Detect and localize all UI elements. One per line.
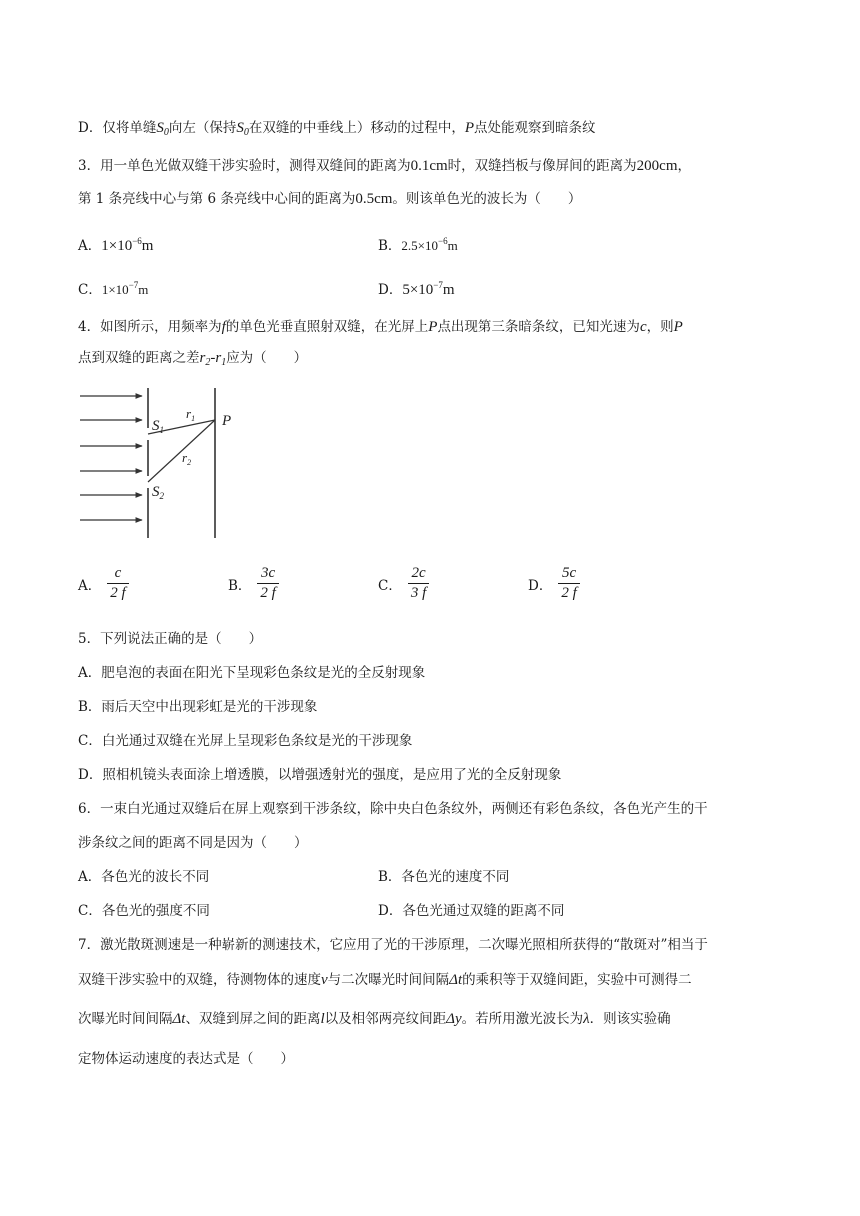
q7-stem-line-2: 双缝干涉实验中的双缝，待测物体的速度v与二次曝光时间间隔Δt的乘积等于双缝间距，实验中可测得二 bbox=[78, 972, 692, 988]
q7-stem-line-4: 定物体运动速度的表达式是（ ） bbox=[78, 1051, 294, 1067]
q2-optd-text-2: 向左（保持 bbox=[168, 120, 237, 136]
q5-stem: 5．下列说法正确的是（ ） bbox=[78, 631, 263, 647]
label-s2: $S_2$ bbox=[152, 484, 164, 501]
q3-stem-line-2: 第 1 条亮线中心与第 6 条亮线中心间的距离为0.5cm。则该单色光的波长为（ ） bbox=[78, 191, 582, 207]
q7-stem-line-1: 7．激光散斑测速是一种崭新的测速技术，它应用了光的干涉原理，二次曝光照相所获得的“散斑对”相当于 bbox=[78, 937, 708, 953]
q2-optd-text-1: D．仅将单缝 bbox=[78, 120, 157, 136]
q3-screen-distance: 200cm bbox=[636, 158, 678, 174]
q3-slit-distance: 0.1cm bbox=[410, 158, 448, 174]
q3-option-d: D．$5\times 10^{-7}m$ bbox=[378, 280, 455, 298]
q5-option-c: C．白光通过双缝在光屏上呈现彩色条纹是光的干涉现象 bbox=[78, 733, 413, 749]
q4-stem-line-1: 4．如图所示，用频率为f的单色光垂直照射双缝，在光屏上P点出现第三条暗条纹，已知光速为c，则P bbox=[78, 319, 683, 335]
q5-option-d: D．照相机镜头表面涂上增透膜，以增强透射光的强度，是应用了光的全反射现象 bbox=[78, 767, 562, 783]
q3-stem-line-1: 3．用一单色光做双缝干涉实验时，测得双缝间的距离为0.1cm时，双缝挡板与像屏间的距离为200cm， bbox=[78, 158, 691, 174]
q2-optd-text-3: 在双缝的中垂线上）移动的过程中， bbox=[248, 120, 465, 136]
label-r2: $r_2$ bbox=[182, 450, 192, 467]
q4-option-c: C． $\frac{2c}{3 f}$ bbox=[378, 565, 429, 602]
symbol-s0: $S_0$ bbox=[156, 120, 169, 138]
label-r1: $r_1$ bbox=[186, 406, 196, 423]
q3-option-c: C．$1\times 10^{-7}m$ bbox=[78, 280, 149, 298]
q3-fringe-distance: 0.5cm bbox=[355, 191, 393, 207]
symbol-p: P bbox=[464, 120, 474, 136]
q2-option-d bbox=[78, 118, 596, 143]
q6-option-a: A．各色光的波长不同 bbox=[78, 869, 210, 885]
double-slit-diagram bbox=[78, 388, 258, 540]
q4-option-b: B． $\frac{3c}{2 f}$ bbox=[228, 565, 279, 602]
label-s1: $S_1$ bbox=[152, 418, 164, 435]
q6-option-d: D．各色光通过双缝的距离不同 bbox=[378, 903, 565, 919]
q5-option-b: B．雨后天空中出现彩虹是光的干涉现象 bbox=[78, 699, 318, 715]
incident-light-arrows bbox=[80, 396, 142, 520]
q6-option-b: B．各色光的速度不同 bbox=[378, 869, 510, 885]
q6-option-c: C．各色光的强度不同 bbox=[78, 903, 210, 919]
q7-stem-line-3: 次曝光时间间隔Δt、双缝到屏之间的距离l以及相邻两亮纹间距Δy。若所用激光波长为λ．则该实验确 bbox=[78, 1011, 671, 1027]
label-p: P bbox=[222, 413, 232, 429]
q6-stem-line-1: 6．一束白光通过双缝后在屏上观察到干涉条纹，除中央白色条纹外，两侧还有彩色条纹，各色光产生的干 bbox=[78, 801, 708, 817]
q2-optd-text-4: 点处能观察到暗条纹 bbox=[474, 120, 596, 136]
q4-stem-line-2: 点到双缝的距离之差$r_2-r_1$应为（ ） bbox=[78, 350, 308, 368]
symbol-s0: $S_0$ bbox=[236, 120, 249, 138]
q6-stem-line-2: 涉条纹之间的距离不同是因为（ ） bbox=[78, 835, 308, 851]
q3-option-b: B．$2.5\times 10^{-6}m$ bbox=[378, 236, 458, 254]
q3-option-a: A．$1\times 10^{-6}m$ bbox=[78, 236, 154, 254]
q5-option-a: A．肥皂泡的表面在阳光下呈现彩色条纹是光的全反射现象 bbox=[78, 665, 426, 681]
q4-option-d: D． $\frac{5c}{2 f}$ bbox=[528, 565, 580, 602]
q4-option-a: A． $\frac{c}{2 f}$ bbox=[78, 565, 129, 602]
